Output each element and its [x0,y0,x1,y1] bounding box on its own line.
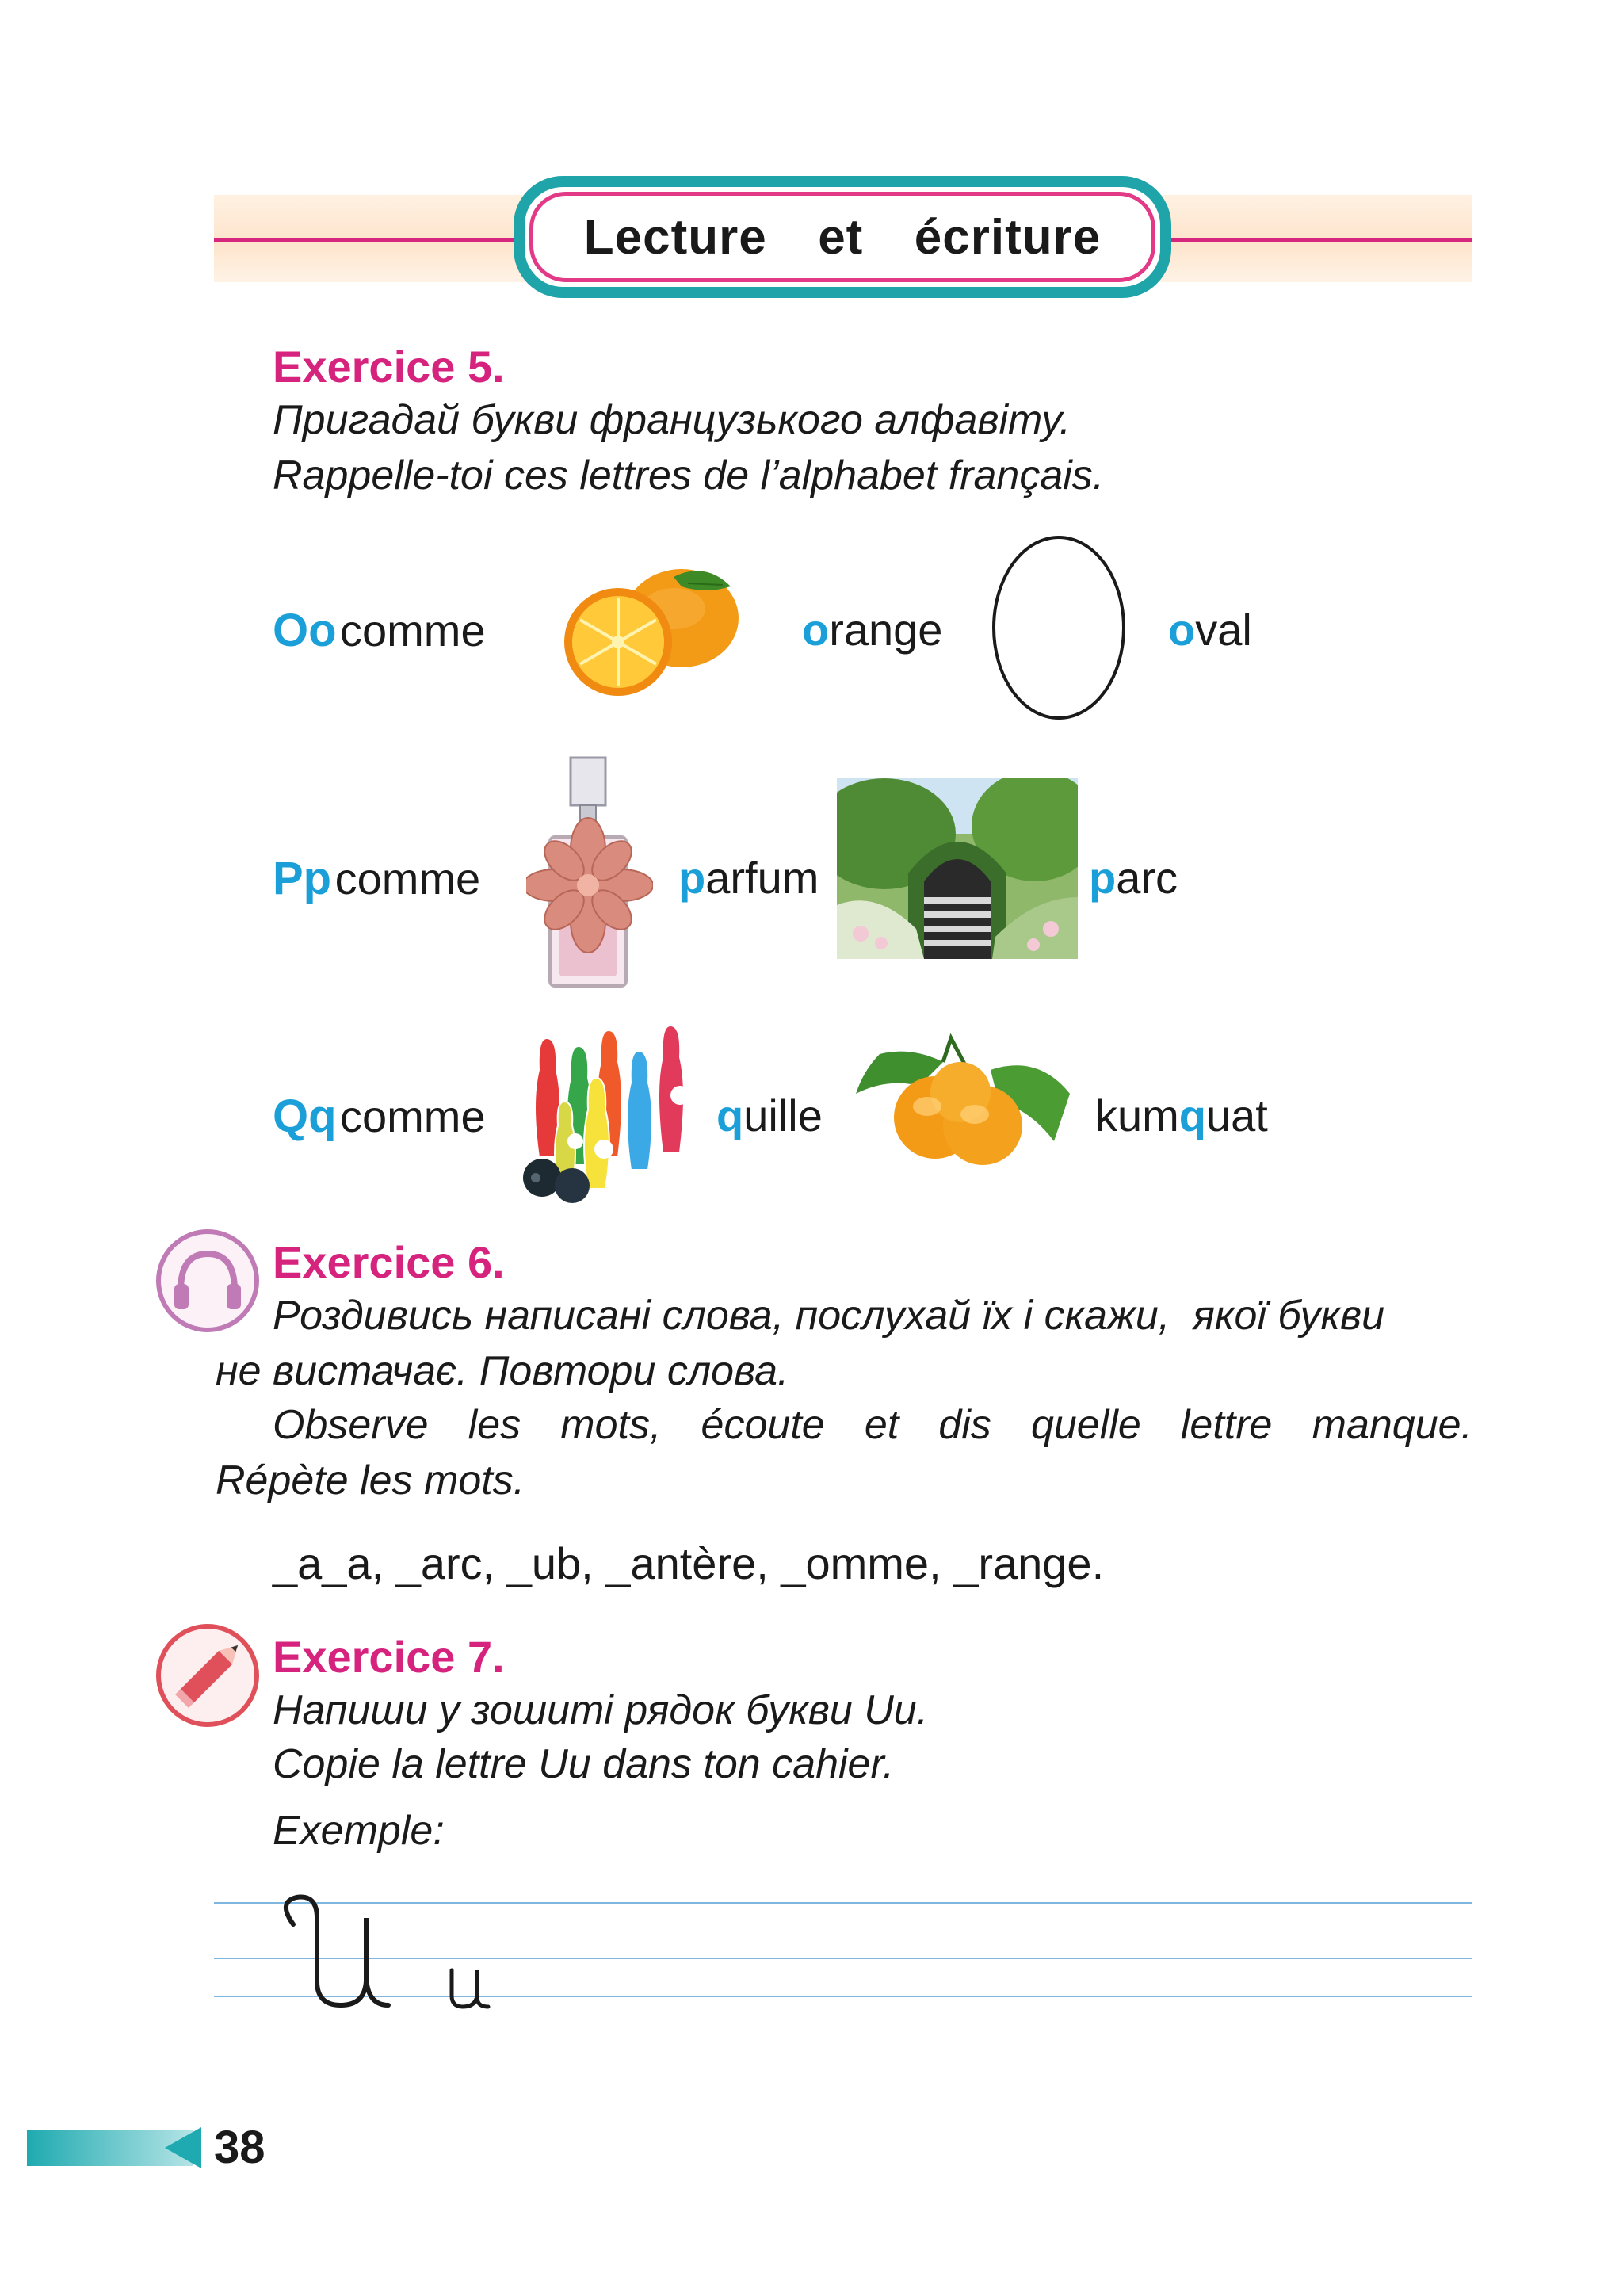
row-p [273,852,480,905]
cursive-uu-example [262,1886,515,2013]
skittles-image [515,1022,702,1205]
row-q [273,1090,486,1143]
exercise-6-instruction-fr-line1: Observe les mots, écoute et dis quelle lettre manque. [273,1402,1472,1448]
exercise-5-title: Exercice 5. [273,342,505,392]
exercise-5-instruction-fr: Rappelle-toi ces lettres de l’alphabet français. [273,453,1105,499]
exercise-7-instruction-fr: Copie la lettre Uu dans ton cahier. [273,1741,895,1787]
letters-qq: Qq [273,1091,337,1142]
word-orange: orange [802,605,943,655]
word-quille: quille [716,1091,823,1140]
word-kumquat: kumquat [1095,1091,1268,1140]
exercise-7-example-label: Exemple: [273,1808,445,1854]
word-oval: oval [1168,605,1252,655]
exercise-6-instruction-fr-line2: Répète les mots. [216,1457,525,1503]
header-line-left [214,238,515,242]
park-image [837,778,1078,959]
row-o [273,604,486,657]
word-parfum: parfum [678,853,819,903]
pencil-icon [154,1622,262,1729]
exercise-5-instruction-uk: Пригадай букви французького алфавіту. [273,397,1071,443]
header-pill [514,176,1171,298]
header-line-right [1170,238,1472,242]
word-parc: parc [1089,853,1178,903]
exercise-6-words: _a_a, _arc, _ub, _antère, _omme, _range. [273,1538,1105,1588]
exercise-7-instruction-uk: Напиши у зошиті рядок букви Uu. [273,1687,929,1733]
letters-pp: Pp [273,853,332,904]
page-arrow-icon [165,2127,201,2168]
headphones-icon [154,1227,262,1335]
letters-oo: Oo [273,605,337,656]
comme-label: comme [340,1091,486,1141]
exercise-6-instruction-uk-line1: Роздивись написані слова, послухай їх і скажи, якої букви [273,1293,1385,1339]
exercise-6-title: Exercice 6. [273,1237,505,1287]
exercise-6-instruction-uk-line2: не вистачає. Повтори слова. [216,1348,789,1394]
comme-label: comme [334,854,481,904]
comme-label: comme [340,606,486,655]
orange-image [555,563,745,697]
oval-shape-image [989,533,1128,723]
page-title: Lecture et écriture [583,209,1102,265]
perfume-image [526,755,653,992]
kumquat-image [856,1030,1078,1173]
page-number: 38 [214,2122,265,2173]
exercise-7-title: Exercice 7. [273,1632,505,1682]
